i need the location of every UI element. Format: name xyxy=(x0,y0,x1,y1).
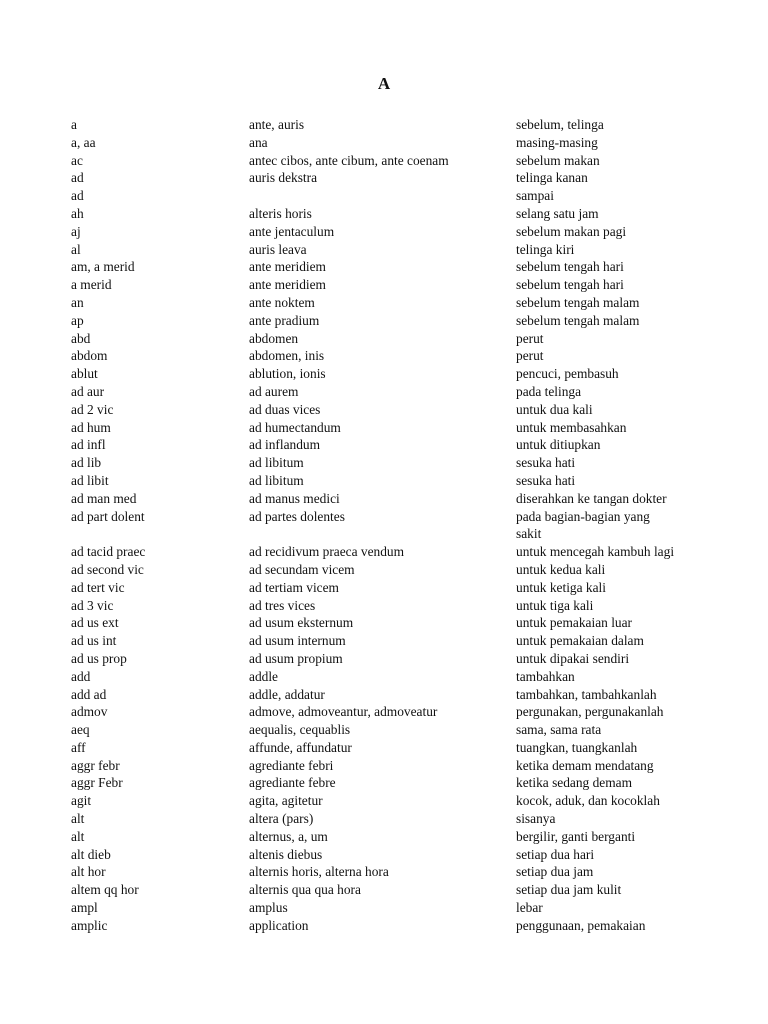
meaning-cell: sebelum, telinga xyxy=(516,117,604,132)
table-row xyxy=(71,134,731,152)
table-row xyxy=(71,294,731,312)
abbreviation-cell: abdom xyxy=(71,348,108,364)
table-row xyxy=(71,169,731,187)
meaning-cell: sebelum tengah malam xyxy=(516,294,640,310)
abbreviation-table xyxy=(71,116,731,935)
meaning-cell: sebelum tengah malam xyxy=(516,312,640,328)
table-row xyxy=(71,561,731,579)
meaning-cell: setiap dua jam kulit xyxy=(516,882,622,898)
meaning-cell: untuk tiga kali xyxy=(516,597,594,613)
latin-term-cell: ad tertiam vicem xyxy=(249,579,339,595)
abbreviation-cell: ad us int xyxy=(71,633,117,649)
table-row xyxy=(71,454,731,472)
table-row xyxy=(71,597,731,615)
latin-term-cell: ante meridiem xyxy=(249,277,326,293)
latin-term-cell: alternis horis, alterna hora xyxy=(249,864,389,880)
abbreviation-cell: ad 2 vic xyxy=(71,401,114,417)
meaning-cell: untuk mencegah kambuh lagi xyxy=(516,544,675,560)
latin-term-cell: ad duas vices xyxy=(249,401,321,417)
meaning-cell: lebar xyxy=(516,900,543,916)
latin-term-cell: ad partes dolentes xyxy=(249,508,345,524)
abbreviation-cell: aj xyxy=(71,223,81,239)
table-row xyxy=(71,152,731,170)
meaning-cell: untuk membasahkan xyxy=(516,419,627,435)
meaning-cell: sesuka hati xyxy=(516,472,576,488)
latin-term-cell: ante pradium xyxy=(249,312,320,328)
meaning-cell: telinga kanan xyxy=(516,170,588,186)
meaning-cell: untuk kedua kali xyxy=(516,561,606,577)
table-row xyxy=(71,365,731,383)
latin-term-cell: ad libitum xyxy=(249,455,304,471)
abbreviation-cell: a merid xyxy=(71,277,112,293)
latin-term-cell: ad usum propium xyxy=(249,650,343,666)
meaning-cell: sebelum makan xyxy=(516,152,600,168)
latin-term-cell xyxy=(249,187,516,205)
table-row xyxy=(71,383,731,401)
table-row xyxy=(71,792,731,810)
latin-term-cell: ante meridiem xyxy=(249,259,326,275)
abbreviation-cell: ap xyxy=(71,312,84,328)
latin-term-cell: antec cibos, ante cibum, ante coenam xyxy=(249,152,449,168)
meaning-cell: ketika demam mendatang xyxy=(516,757,654,773)
latin-term-cell: ad recidivum praeca vendum xyxy=(249,544,405,560)
abbreviation-cell: agit xyxy=(71,793,92,809)
table-row xyxy=(71,258,731,276)
meaning-cell: ketika sedang demam xyxy=(516,775,633,791)
meaning-cell: sebelum tengah hari xyxy=(516,277,624,293)
meaning-cell: diserahkan ke tangan dokter xyxy=(516,490,667,506)
latin-term-cell: ante noktem xyxy=(249,294,315,310)
meaning-cell: penggunaan, pemakaian xyxy=(516,917,646,933)
abbreviation-cell: alt hor xyxy=(71,864,106,880)
latin-term-cell: abdomen, inis xyxy=(249,348,325,364)
abbreviation-cell: ad part dolent xyxy=(71,508,145,524)
abbreviation-cell: add xyxy=(71,668,91,684)
latin-term-cell: addle xyxy=(249,668,278,684)
meaning-cell: sebelum tengah hari xyxy=(516,259,624,275)
table-row xyxy=(71,846,731,864)
table-row xyxy=(71,116,731,134)
latin-term-cell: ad secundam vicem xyxy=(249,561,355,577)
abbreviation-cell: ad 3 vic xyxy=(71,597,114,613)
table-row xyxy=(71,419,731,437)
latin-term-cell: agita, agitetur xyxy=(249,793,323,809)
abbreviation-cell: alt dieb xyxy=(71,846,111,862)
table-row xyxy=(71,347,731,365)
abbreviation-cell: ad tert vic xyxy=(71,579,125,595)
table-row xyxy=(71,543,731,561)
latin-term-cell: affunde, affundatur xyxy=(249,739,352,755)
abbreviation-cell: add ad xyxy=(71,686,107,702)
abbreviation-cell: a, aa xyxy=(71,134,96,150)
table-row xyxy=(71,828,731,846)
table-row xyxy=(71,490,731,508)
abbreviation-cell: admov xyxy=(71,704,108,720)
latin-term-cell: abdomen xyxy=(249,330,299,346)
abbreviation-cell: al xyxy=(71,241,81,257)
meaning-cell: sesuka hati xyxy=(516,455,576,471)
table-row xyxy=(71,899,731,917)
meaning-cell: pada bagian-bagian yang sakit xyxy=(516,508,650,542)
meaning-cell: sama, sama rata xyxy=(516,722,602,738)
latin-term-cell: auris dekstra xyxy=(249,170,318,186)
table-row xyxy=(71,330,731,348)
meaning-cell: untuk dua kali xyxy=(516,401,593,417)
table-row xyxy=(71,401,731,419)
latin-term-cell: ad tres vices xyxy=(249,597,316,613)
table-row xyxy=(71,312,731,330)
meaning-cell: untuk pemakaian luar xyxy=(516,615,633,631)
table-row xyxy=(71,721,731,739)
meaning-cell: tambahkan xyxy=(516,668,575,684)
abbreviation-cell: ad hum xyxy=(71,419,111,435)
abbreviation-cell: aggr Febr xyxy=(71,775,123,791)
meaning-cell: tambahkan, tambahkanlah xyxy=(516,686,657,702)
latin-term-cell: ad inflandum xyxy=(249,437,321,453)
abbreviation-cell: a xyxy=(71,117,77,132)
meaning-cell: masing-masing xyxy=(516,134,598,150)
table-row xyxy=(71,472,731,490)
abbreviation-cell: ablut xyxy=(71,366,98,382)
latin-term-cell: ad usum eksternum xyxy=(249,615,354,631)
table-row xyxy=(71,917,731,935)
abbreviation-cell: ad aur xyxy=(71,383,105,399)
abbreviation-cell: ad lib xyxy=(71,455,102,471)
table-row xyxy=(71,863,731,881)
table-row xyxy=(71,686,731,704)
latin-term-cell: alternis qua qua hora xyxy=(249,882,361,898)
abbreviation-cell: ad infl xyxy=(71,437,106,453)
table-row xyxy=(71,650,731,668)
latin-term-cell: ad libitum xyxy=(249,472,304,488)
abbreviation-cell: altem qq hor xyxy=(71,882,139,898)
abbreviation-cell: ad us ext xyxy=(71,615,119,631)
table-row xyxy=(71,668,731,686)
meaning-cell: sampai xyxy=(516,188,554,204)
latin-term-cell: agrediante febre xyxy=(249,775,336,791)
table-row xyxy=(71,276,731,294)
latin-term-cell: altenis diebus xyxy=(249,846,323,862)
table-row xyxy=(71,614,731,632)
meaning-cell: pergunakan, pergunakanlah xyxy=(516,704,664,720)
meaning-cell: perut xyxy=(516,348,544,364)
latin-term-cell: ad humectandum xyxy=(249,419,341,435)
latin-term-cell: ante jentaculum xyxy=(249,223,335,239)
table-row xyxy=(71,757,731,775)
table-row xyxy=(71,774,731,792)
latin-term-cell: alteris horis xyxy=(249,205,312,221)
abbreviation-cell: ad us prop xyxy=(71,650,127,666)
latin-term-cell: ad usum internum xyxy=(249,633,346,649)
table-row xyxy=(71,205,731,223)
abbreviation-cell: an xyxy=(71,294,84,310)
meaning-cell: setiap dua hari xyxy=(516,846,595,862)
meaning-cell: kocok, aduk, dan kocoklah xyxy=(516,793,660,809)
meaning-cell: pada telinga xyxy=(516,383,582,399)
abbreviation-cell: ad xyxy=(71,188,84,204)
meaning-cell: selang satu jam xyxy=(516,205,599,221)
table-row xyxy=(71,241,731,259)
abbreviation-cell: alt xyxy=(71,811,85,827)
abbreviation-cell: ad man med xyxy=(71,490,137,506)
table-row xyxy=(71,223,731,241)
abbreviation-cell: ad tacid praec xyxy=(71,544,146,560)
latin-term-cell: ad manus medici xyxy=(249,490,340,506)
abbreviation-cell: ad libit xyxy=(71,472,109,488)
meaning-cell: perut xyxy=(516,330,544,346)
abbreviation-cell: aggr febr xyxy=(71,757,120,773)
meaning-cell: setiap dua jam xyxy=(516,864,594,880)
meaning-cell: sisanya xyxy=(516,811,556,827)
latin-term-cell: aequalis, cequablis xyxy=(249,722,351,738)
meaning-cell: bergilir, ganti berganti xyxy=(516,828,636,844)
meaning-cell: untuk ditiupkan xyxy=(516,437,601,453)
latin-term-cell: ana xyxy=(249,134,268,150)
meaning-cell: pencuci, pembasuh xyxy=(516,366,619,382)
meaning-cell: untuk dipakai sendiri xyxy=(516,650,630,666)
table-row xyxy=(71,508,731,544)
table-row xyxy=(71,632,731,650)
abbreviation-cell: alt xyxy=(71,828,85,844)
abbreviation-cell: aeq xyxy=(71,722,90,738)
abbreviation-cell: aff xyxy=(71,739,86,755)
meaning-cell: tuangkan, tuangkanlah xyxy=(516,739,638,755)
latin-term-cell: altera (pars) xyxy=(249,811,314,827)
abbreviation-cell: abd xyxy=(71,330,91,346)
section-heading: A xyxy=(377,74,391,93)
latin-term-cell: ad aurem xyxy=(249,383,299,399)
abbreviation-cell: ac xyxy=(71,152,83,168)
meaning-cell: untuk ketiga kali xyxy=(516,579,606,595)
abbreviation-cell: am, a merid xyxy=(71,259,135,275)
abbreviation-cell: amplic xyxy=(71,917,108,933)
table-row xyxy=(71,739,731,757)
table-row xyxy=(71,436,731,454)
meaning-cell: untuk pemakaian dalam xyxy=(516,633,644,649)
latin-term-cell: amplus xyxy=(249,900,288,916)
latin-term-cell: agrediante febri xyxy=(249,757,334,773)
table-row xyxy=(71,579,731,597)
table-row xyxy=(71,881,731,899)
abbreviation-cell: ad xyxy=(71,170,84,186)
latin-term-cell: application xyxy=(249,917,309,933)
abbreviation-cell: ampl xyxy=(71,900,98,916)
table-row xyxy=(71,810,731,828)
meaning-cell: telinga kiri xyxy=(516,241,575,257)
latin-term-cell: alternus, a, um xyxy=(249,828,328,844)
latin-term-cell: admove, admoveantur, admoveatur xyxy=(249,704,438,720)
abbreviation-cell: ah xyxy=(71,205,84,221)
latin-term-cell: auris leava xyxy=(249,241,307,257)
latin-term-cell: ablution, ionis xyxy=(249,366,326,382)
meaning-cell: sebelum makan pagi xyxy=(516,223,627,239)
latin-term-cell: addle, addatur xyxy=(249,686,325,702)
table-row xyxy=(71,187,731,205)
abbreviation-cell: ad second vic xyxy=(71,561,144,577)
latin-term-cell: ante, auris xyxy=(249,117,305,132)
table-row xyxy=(71,703,731,721)
